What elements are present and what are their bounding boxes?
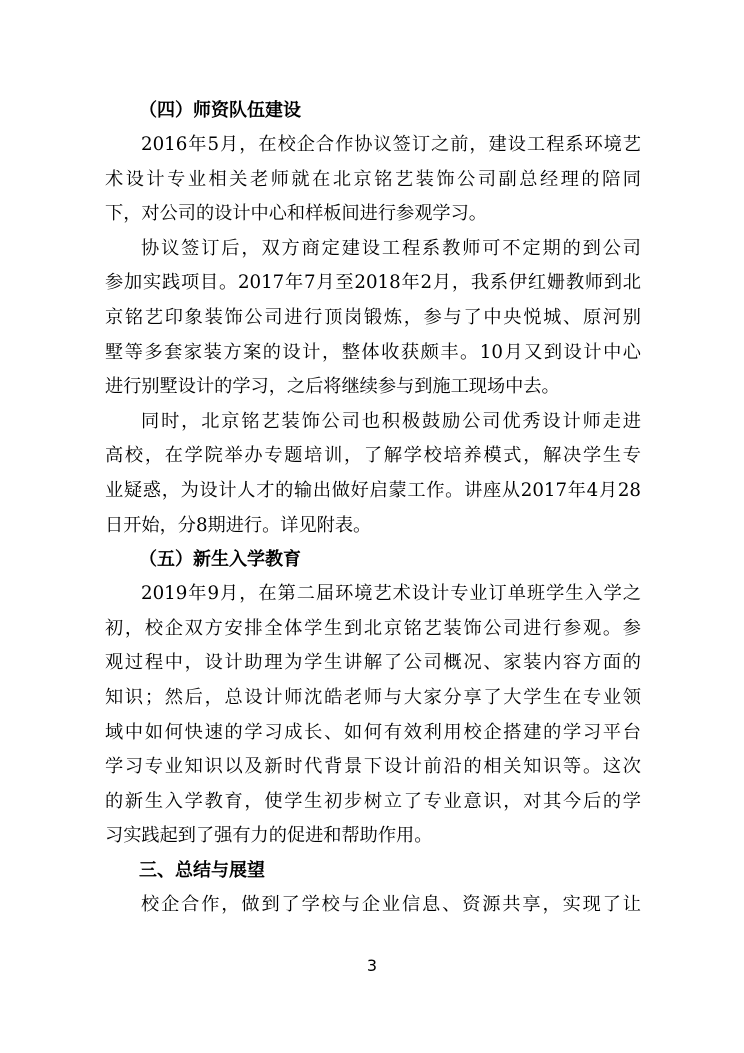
- text-line: 业疑惑，为设计人才的输出做好启蒙工作。讲座从2017年4月28: [105, 479, 641, 501]
- text-line: 初，校企双方安排全体学生到北京铭艺装饰公司进行参观。参: [105, 617, 641, 639]
- paragraph-faculty-practice: [105, 232, 641, 405]
- text-line: 日开始，分8期进行。详见附表。: [105, 514, 372, 536]
- paragraph-faculty-visit: [105, 128, 641, 232]
- text-line: 协议签订后，双方商定建设工程系教师可不定期的到公司: [141, 237, 641, 259]
- text-line: 的新生入学教育，使学生初步树立了专业意识，对其今后的学: [105, 790, 641, 812]
- paragraph-summary: [105, 888, 641, 923]
- text-line: 2016年5月，在校企合作协议签订之前，建设工程系环境艺: [141, 134, 641, 155]
- text-line: 高校，在学院举办专题培训，了解学校培养模式，解决学生专: [105, 445, 641, 467]
- paragraph-freshman-visit: [105, 577, 641, 854]
- text-line: 习实践起到了强有力的促进和帮助作用。: [105, 825, 433, 847]
- text-line: 校企合作，做到了学校与企业信息、资源共享，实现了让: [141, 893, 641, 915]
- text-line: 知识；然后，总设计师沈皓老师与大家分享了大学生在专业领: [105, 686, 641, 708]
- page-number: 3: [366, 956, 378, 975]
- text-line: 参加实践项目。2017年7月至2018年2月，我系伊红姗教师到北: [105, 272, 641, 294]
- page-content: [105, 94, 641, 922]
- heading-faculty-team: （四）师资队伍建设: [139, 100, 301, 121]
- text-line: 下，对公司的设计中心和样板间进行参观学习。: [105, 203, 487, 225]
- text-line: 术设计专业相关老师就在北京铭艺装饰公司副总经理的陪同: [105, 168, 641, 190]
- text-line: 观过程中，设计助理为学生讲解了公司概况、家装内容方面的: [105, 652, 641, 674]
- text-line: 京铭艺印象装饰公司进行顶岗锻炼，参与了中央悦城、原河别: [105, 306, 641, 328]
- text-line: 墅等多套家装方案的设计，整体收获颇丰。10月又到设计中心: [105, 341, 641, 363]
- heading-summary-outlook: 三、总结与展望: [139, 859, 265, 881]
- text-line: 域中如何快速的学习成长、如何有效利用校企搭建的学习平台: [105, 721, 641, 743]
- text-line: 同时，北京铭艺装饰公司也积极鼓励公司优秀设计师走进: [141, 410, 641, 432]
- paragraph-designer-lectures: [105, 405, 641, 543]
- text-line: 学习专业知识以及新时代背景下设计前沿的相关知识等。这次: [105, 756, 641, 778]
- text-line: 2019年9月，在第二届环境艺术设计专业订单班学生入学之: [141, 583, 641, 605]
- heading-freshman-education: （五）新生入学教育: [139, 549, 301, 571]
- text-line: 进行别墅设计的学习，之后将继续参与到施工现场中去。: [105, 376, 560, 398]
